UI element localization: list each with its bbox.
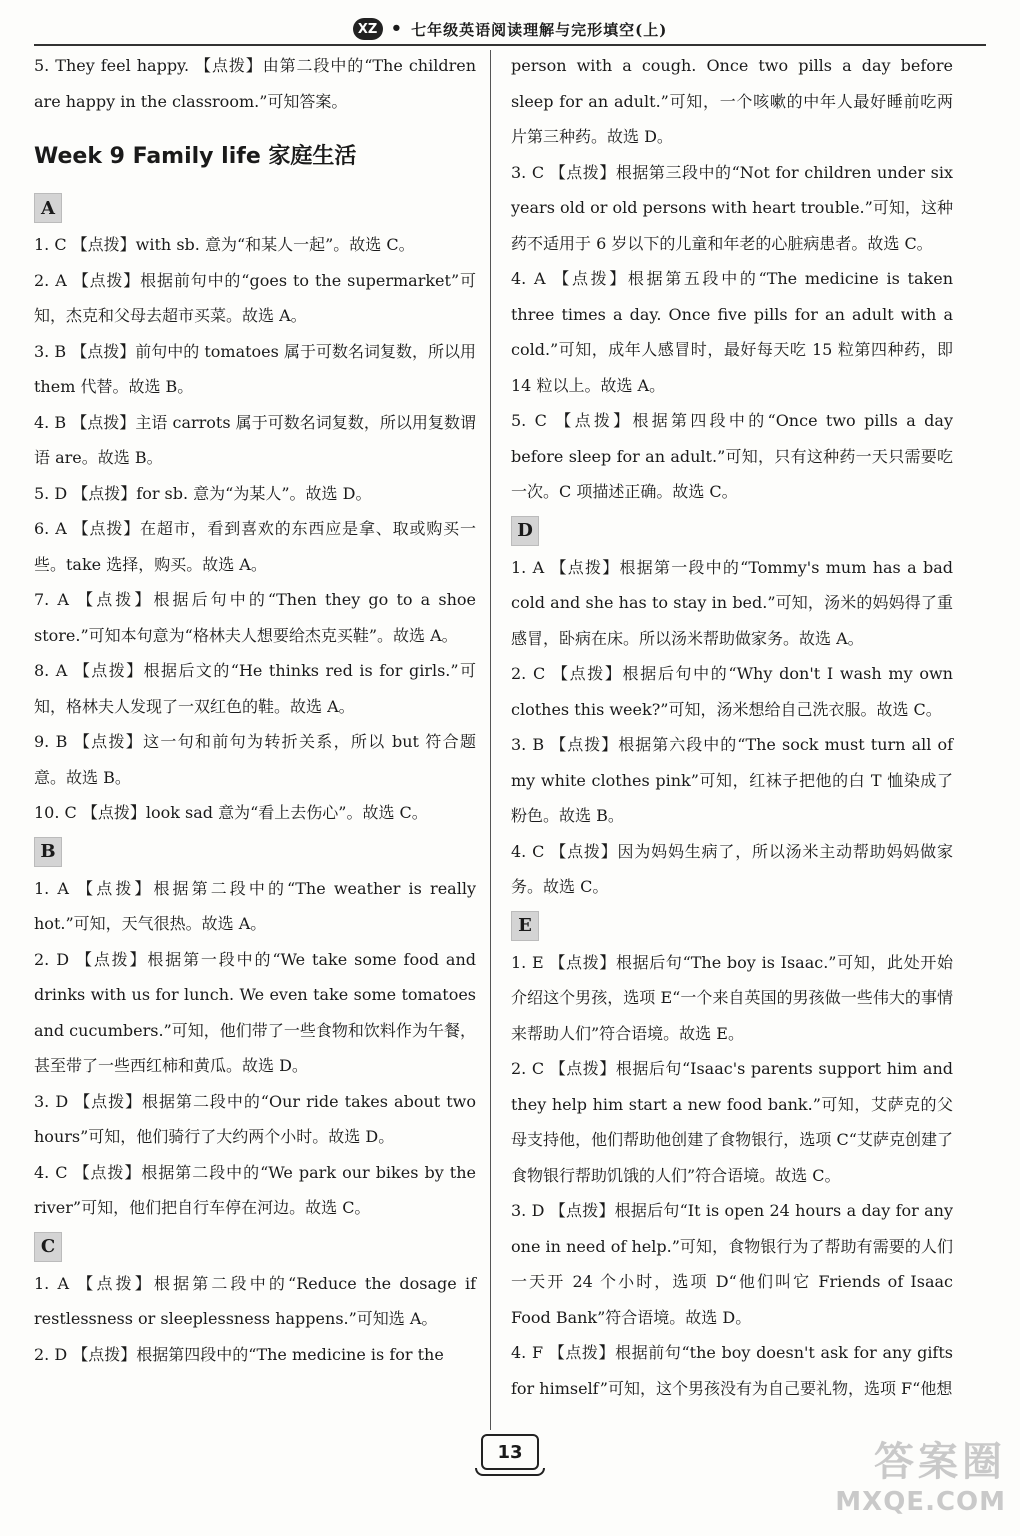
answer-item: 3. D 【点拨】根据第二段中的“Our ride takes about two hours”可知，他们骑行了大约两个小时。故选 D。 xyxy=(34,1091,476,1146)
section-label: E xyxy=(511,911,539,941)
answer-item: 1. E 【点拨】根据后句“The boy is Isaac.”可知，此处开始介绍这个男孩，选项 E“一个来自英国的男孩做一些伟大的事情来帮助人们”符合语境。故选 E。 xyxy=(511,952,953,1043)
answer-item: 3. B 【点拨】根据第六段中的“The sock must turn all of my white clothes pink”可知，红袜子把他的白 T 恤染成了粉色。故选 B。 xyxy=(511,735,953,825)
answer-item: person with a cough. Once two pills a day before sleep for an adult.”可知，一个咳嗽的中年人最好睡前吃两片第三种药。故选 D。 xyxy=(511,56,953,146)
answer-item: 4. F 【点拨】根据前句“the boy doesn't ask for any gifts for himself”可知，这个男孩没有为自己要礼物，选项 F“他想 xyxy=(511,1343,953,1398)
answer-item: 7. A 【点拨】根据后句中的“Then they go to a shoe store.”可知本句意为“格林夫人想要给杰克买鞋”。故选 A。 xyxy=(34,590,476,645)
answer-item: 9. B 【点拨】这一句和前句为转折关系，所以 but 符合题意。故选 B。 xyxy=(34,732,476,787)
section-label: D xyxy=(511,516,539,546)
section-block xyxy=(34,187,476,227)
answer-item: 2. C 【点拨】根据后句中的“Why don't I wash my own clothes this week?”可知，汤米想给自己洗衣服。故选 C。 xyxy=(511,664,953,719)
answer-item: 2. C 【点拨】根据后句“Isaac's parents support him and they help him start a new food bank.”可知，艾萨克的父母支持他，他们帮助他创建了食物银行，选项 C“艾萨克创建了食物银行帮助饥饿的人们”符合语境。故选 C。 xyxy=(511,1059,953,1185)
answer-item: 6. A 【点拨】在超市，看到喜欢的东西应是拿、取或购买一些。take 选择，购买。故选 A。 xyxy=(34,519,476,574)
section-block xyxy=(34,831,476,871)
section-label: C xyxy=(34,1232,62,1262)
section-block xyxy=(511,510,953,550)
watermark-cn: 答案圈 xyxy=(874,1439,1006,1485)
answer-item: 3. B 【点拨】前句中的 tomatoes 属于可数名词复数，所以用 them 代替。故选 B。 xyxy=(34,341,476,396)
answer-item: 2. D 【点拨】根据第一段中的“We take some food and drinks with us for lunch. We even take some tomatoes and cucumbers.”可知，他们带了一些食物和饮料作为午餐，甚至带了一些西红柿和黄瓜。故选 D。 xyxy=(34,949,476,1075)
watermark-en: MXQE.COM xyxy=(835,1487,1006,1517)
answer-item: 1. A 【点拨】根据第一段中的“Tommy's mum has a bad cold and she has to stay in bed.”可知，汤米的妈妈得了重感冒，卧病在床。所以汤米帮助做家务。故选 A。 xyxy=(511,557,953,648)
header-rule xyxy=(34,44,986,46)
answer-item: 2. A 【点拨】根据前句中的“goes to the supermarket”可知，杰克和父母去超市买菜。故选 A。 xyxy=(34,270,476,325)
section-label: A xyxy=(34,193,62,223)
section-label: B xyxy=(34,837,62,867)
answer-item: 1. C 【点拨】with sb. 意为“和某人一起”。故选 C。 xyxy=(34,235,415,254)
section-block xyxy=(34,1226,476,1266)
section-block xyxy=(511,905,953,945)
answer-item: 3. C 【点拨】根据第三段中的“Not for children under six years old or old persons with heart trouble.”可知，这种药不适用于 6 岁以下的儿童和年老的心脏病患者。故选 C。 xyxy=(511,162,953,253)
right-column xyxy=(511,48,953,1406)
answer-item: 5. C 【点拨】根据第四段中的“Once two pills a day before sleep for an adult.”可知，只有这种药一天只需要吃一次。C 项描述正确。故选 C。 xyxy=(511,411,953,501)
answer-item: 4. C 【点拨】因为妈妈生病了，所以汤米主动帮助妈妈做家务。故选 C。 xyxy=(511,841,953,896)
column-divider xyxy=(490,50,491,1430)
answer-item: 5. D 【点拨】for sb. 意为“为某人”。故选 D。 xyxy=(34,483,372,503)
week-title: Week 9 Family life 家庭生活 xyxy=(34,144,357,169)
header-title: 七年级英语阅读理解与完形填空(上) xyxy=(411,20,668,39)
left-column xyxy=(34,48,476,1372)
page-header xyxy=(34,14,986,44)
page-number: 13 xyxy=(481,1434,539,1470)
answer-item: 10. C 【点拨】look sad 意为“看上去伤心”。故选 C。 xyxy=(34,803,428,822)
publisher-logo: XZ xyxy=(353,18,383,40)
watermark xyxy=(816,1430,1006,1526)
answer-item: 1. A 【点拨】根据第二段中的“The weather is really hot.”可知，天气很热。故选 A。 xyxy=(34,878,476,933)
answer-item: 1. A 【点拨】根据第二段中的“Reduce the dosage if restlessness or sleeplessness happens.”可知选 A。 xyxy=(34,1273,476,1328)
answer-item: 3. D 【点拨】根据后句“It is open 24 hours a day for any one in need of help.”可知，食物银行为了帮助有需要的人们一天开 24 个小时，选项 D“他们叫它 Friends of Isaac Food Bank”符合语境。故选 D。 xyxy=(511,1201,953,1327)
answer-item: 2. D 【点拨】根据第四段中的“The medicine is for the xyxy=(34,1344,444,1364)
answer-item: 8. A 【点拨】根据后文的“He thinks red is for girls.”可知，格林夫人发现了一双红色的鞋。故选 A。 xyxy=(34,661,476,716)
answer-item: 4. C 【点拨】根据第二段中的“We park our bikes by the river”可知，他们把自行车停在河边。故选 C。 xyxy=(34,1162,476,1217)
answer-item: 4. A 【点拨】根据第五段中的“The medicine is taken three times a day. Once five pills for an adult with a cold.”可知，成年人感冒时，最好每天吃 15 粒第四种药，即 14 粒以上。故选 A。 xyxy=(511,269,953,395)
answer-item: 5. They feel happy. 【点拨】由第二段中的“The children are happy in the classroom.”可知答案。 xyxy=(34,56,476,111)
answer-item: 4. B 【点拨】主语 carrots 属于可数名词复数，所以用复数谓语 are。故选 B。 xyxy=(34,412,476,467)
header-dot: • xyxy=(390,18,404,39)
